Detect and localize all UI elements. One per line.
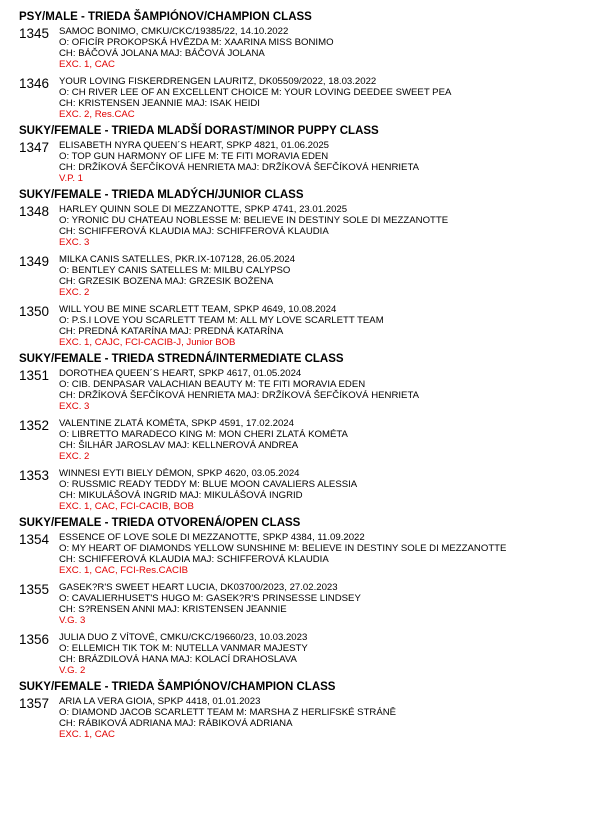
catalog-number: 1356 [19,632,50,647]
entry [19,632,590,676]
dog-name: DOROTHEA QUEEN´S HEART, SPKP 4617, 01.05.2024 [59,368,302,379]
dog-name: WINNESI EYTI BIELY DÉMON, SPKP 4620, 03.05.2024 [59,468,300,479]
dog-name: ARIA LA VERA GIOIA, SPKP 4418, 01.01.2023 [59,696,261,707]
catalog-number: 1349 [19,254,50,269]
owners: CH: PREDNÁ KATARÍNA MAJ: PREDNÁ KATARÍNA [59,326,284,337]
owners: CH: DRŽÍKOVÁ ŠEFČÍKOVÁ HENRIETA MAJ: DRŽÍKOVÁ ŠEFČÍKOVÁ HENRIETA [59,390,419,401]
owners: CH: BRÁZDILOVÁ HANA MAJ: KOLACÍ DRAHOSLAVA [59,654,297,665]
result: EXC. 1, CAC [59,59,115,70]
entry [19,418,590,462]
section-title: SUKY/FEMALE - TRIEDA STREDNÁ/INTERMEDIATE CLASS [19,353,344,365]
parents: O: BENTLEY CANIS SATELLES M: MILBU CALYPSO [59,265,291,276]
section-title: SUKY/FEMALE - TRIEDA MLADÝCH/JUNIOR CLASS [19,189,304,201]
dog-name: YOUR LOVING FISKERDRENGEN LAURITZ, DK05509/2022, 18.03.2022 [59,76,377,87]
parents: O: CAVALIERHUSET'S HUGO M: GASEK?R'S PRINSESSE LINDSEY [59,593,361,604]
result: EXC. 2 [59,451,90,462]
catalog-number: 1357 [19,696,50,711]
result: EXC. 1, CAC, FCI-Res.CACIB [59,565,189,576]
parents: O: TOP GUN HARMONY OF LIFE M: TE FITI MORAVIA EDEN [59,151,329,162]
section-title: SUKY/FEMALE - TRIEDA OTVORENÁ/OPEN CLASS [19,517,301,529]
parents: O: ELLEMICH TIK TOK M: NUTELLA VANMAR MAJESTY [59,643,308,654]
result: EXC. 2 [59,287,90,298]
entry [19,140,590,184]
class-section [19,10,590,120]
owners: CH: RÁBIKOVÁ ADRIANA MAJ: RÁBIKOVÁ ADRIANA [59,718,293,729]
owners: CH: DRŽÍKOVÁ ŠEFČÍKOVÁ HENRIETA MAJ: DRŽÍKOVÁ ŠEFČÍKOVÁ HENRIETA [59,162,419,173]
class-section [19,124,590,184]
catalog-number: 1347 [19,140,50,155]
parents: O: RUSSMIC READY TEDDY M: BLUE MOON CAVALIERS ALESSIA [59,479,358,490]
result: V.P. 1 [59,173,84,184]
entry [19,204,590,248]
catalog-number: 1351 [19,368,50,383]
class-section [19,516,590,676]
owners: CH: SCHIFFEROVÁ KLAUDIA MAJ: SCHIFFEROVÁ KLAUDIA [59,554,329,565]
entry [19,368,590,412]
result: EXC. 3 [59,237,90,248]
dog-name: WILL YOU BE MINE SCARLETT TEAM, SPKP 4649, 10.08.2024 [59,304,337,315]
owners: CH: KRISTENSEN JEANNIE MAJ: ISAK HEIDI [59,98,260,109]
entry [19,254,590,298]
owners: CH: ŠILHÁR JAROSLAV MAJ: KELLNEROVÁ ANDREA [59,440,299,451]
parents: O: P.S.I LOVE YOU SCARLETT TEAM M: ALL MY LOVE SCARLETT TEAM [59,315,384,326]
parents: O: DIAMOND JACOB SCARLETT TEAM M: MARSHA Z HERLIFSKÉ STRÁNĚ [59,707,397,718]
entry [19,26,590,70]
owners: CH: SCHIFFEROVÁ KLAUDIA MAJ: SCHIFFEROVÁ KLAUDIA [59,226,329,237]
dog-name: JULIA DUO Z VÍTOVÉ, CMKU/CKC/19660/23, 10.03.2023 [59,632,308,643]
parents: O: YRONIC DU CHATEAU NOBLESSE M: BELIEVE IN DESTINY SOLE DI MEZZANOTTE [59,215,449,226]
catalog-number: 1354 [19,532,50,547]
result: EXC. 2, Res.CAC [59,109,135,120]
catalog-number: 1348 [19,204,50,219]
catalog-number: 1350 [19,304,50,319]
dog-name: HARLEY QUINN SOLE DI MEZZANOTTE, SPKP 4741, 23.01.2025 [59,204,348,215]
result: EXC. 1, CAJC, FCI-CACIB-J, Junior BOB [59,337,236,348]
parents: O: LIBRETTO MARADECO KING M: MON CHERI ZLATÁ KOMÉTA [59,429,348,440]
result: EXC. 1, CAC [59,729,115,740]
class-section [19,680,590,740]
entry [19,582,590,626]
class-section [19,188,590,348]
dog-name: SAMOC BONIMO, CMKU/CKC/19385/22, 14.10.2022 [59,26,289,37]
catalog-number: 1345 [19,26,50,41]
parents: O: CIB. DENPASAR VALACHIAN BEAUTY M: TE FITI MORAVIA EDEN [59,379,366,390]
dog-name: VALENTINE ZLATÁ KOMÉTA, SPKP 4591, 17.02.2024 [59,418,294,429]
owners: CH: S?RENSEN ANNI MAJ: KRISTENSEN JEANNIE [59,604,287,615]
result: V.G. 3 [59,615,86,626]
catalog-number: 1352 [19,418,50,433]
class-section [19,352,590,512]
owners: CH: MIKULÁŠOVÁ INGRID MAJ: MIKULÁŠOVÁ INGRID [59,490,303,501]
entry [19,304,590,348]
result: EXC. 1, CAC, FCI-CACIB, BOB [59,501,194,512]
entry [19,468,590,512]
catalog-number: 1355 [19,582,50,597]
section-title: SUKY/FEMALE - TRIEDA ŠAMPIÓNOV/CHAMPION CLASS [19,681,336,693]
dog-name: MILKA CANIS SATELLES, PKR.IX-107128, 26.05.2024 [59,254,296,265]
catalog-number: 1346 [19,76,50,91]
result: EXC. 3 [59,401,90,412]
catalog-number: 1353 [19,468,50,483]
owners: CH: GRZESIK BOZENA MAJ: GRZESIK BOŻENA [59,276,274,287]
parents: O: MY HEART OF DIAMONDS YELLOW SUNSHINE M: BELIEVE IN DESTINY SOLE DI MEZZANOTTE [59,543,507,554]
parents: O: CH RIVER LEE OF AN EXCELLENT CHOICE M: YOUR LOVING DEEDEE SWEET PEA [59,87,452,98]
dog-name: GASEK?R'S SWEET HEART LUCIA, DK03700/2023, 27.02.2023 [59,582,338,593]
entry [19,696,590,740]
parents: O: OFICÍR PROKOPSKÁ HVĚZDA M: XAARINA MISS BONIMO [59,37,334,48]
dog-name: ESSENCE OF LOVE SOLE DI MEZZANOTTE, SPKP 4384, 11.09.2022 [59,532,365,543]
result: V.G. 2 [59,665,86,676]
dog-name: ELISABETH NYRA QUEEN´S HEART, SPKP 4821, 01.06.2025 [59,140,330,151]
entry [19,532,590,576]
entry [19,76,590,120]
owners: CH: BÁČOVÁ JOLANA MAJ: BÁČOVÁ JOLANA [59,48,265,59]
section-title: PSY/MALE - TRIEDA ŠAMPIÓNOV/CHAMPION CLASS [19,11,312,23]
section-title: SUKY/FEMALE - TRIEDA MLADŠÍ DORAST/MINOR PUPPY CLASS [19,125,379,137]
